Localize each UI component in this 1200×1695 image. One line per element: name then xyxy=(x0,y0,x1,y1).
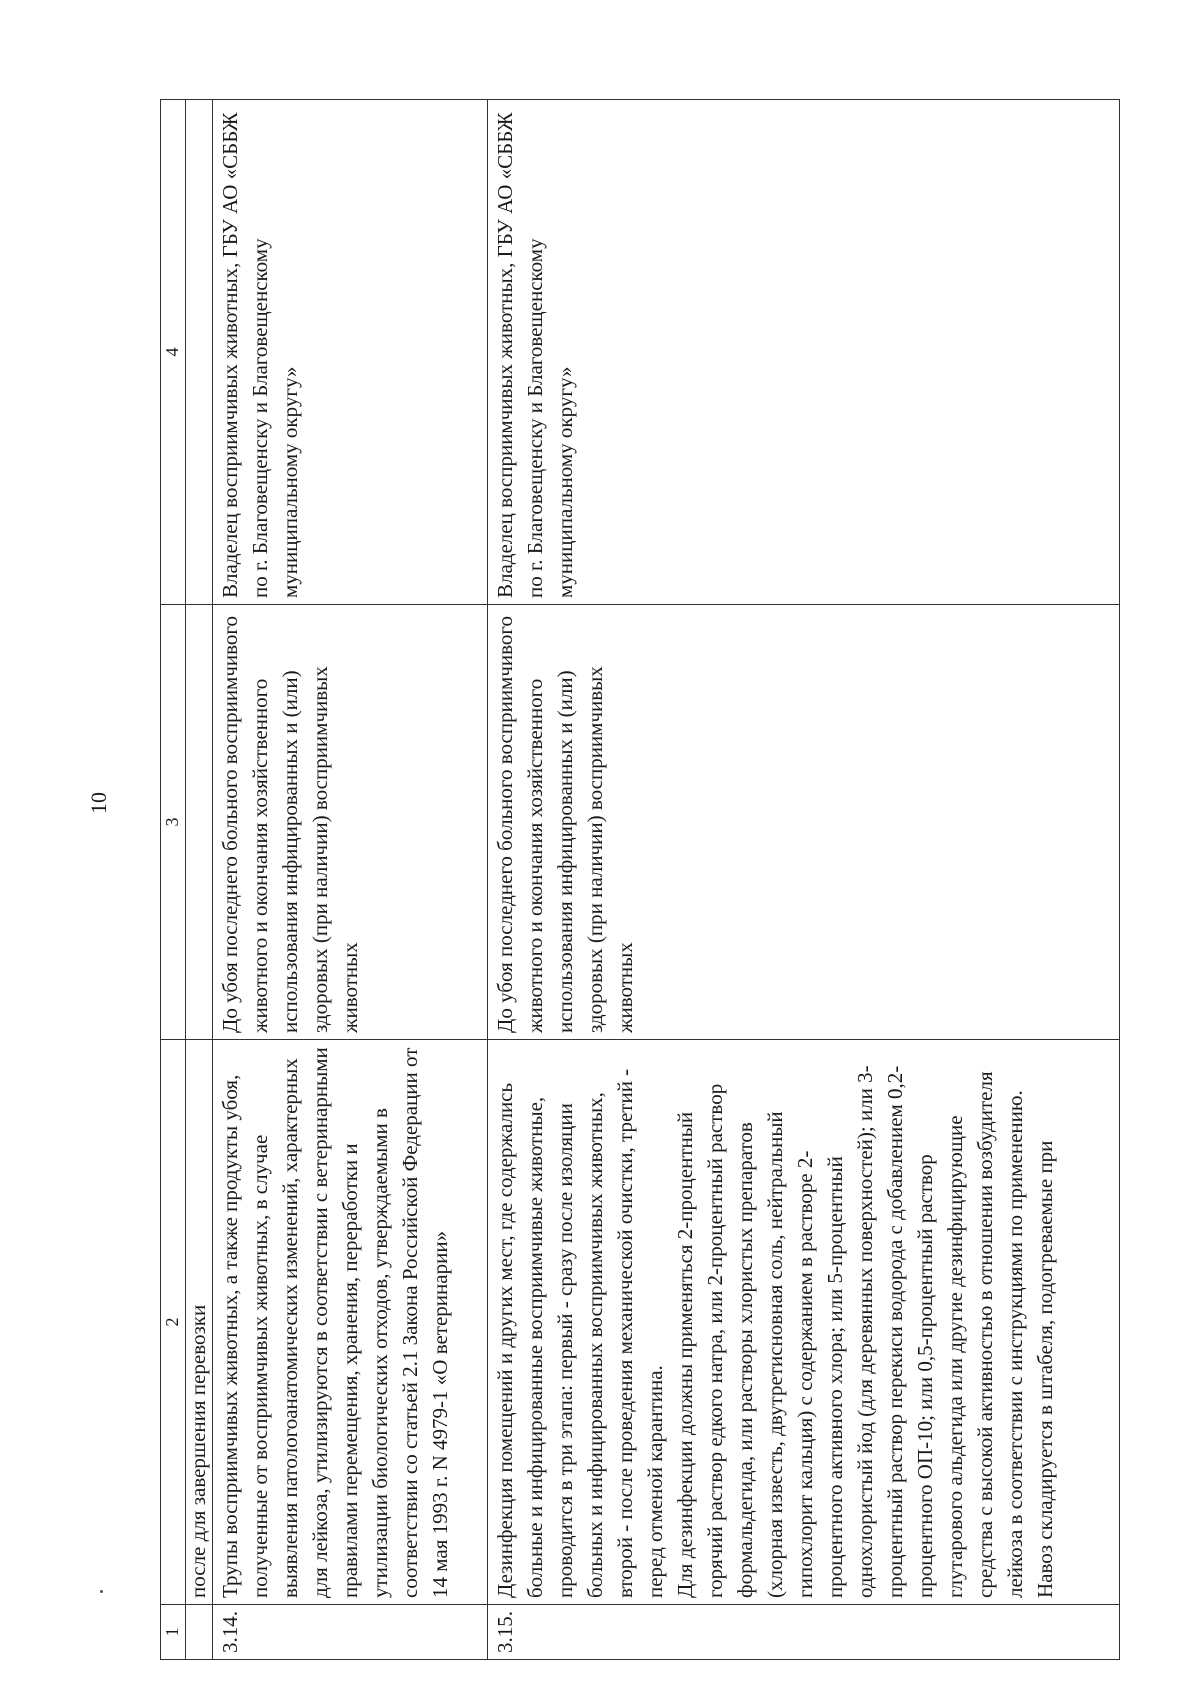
continuation-empty-cell xyxy=(186,100,213,605)
row-measure: Трупы восприимчивых животных, а также продукты убоя, полученные от восприимчивых животных, в случае выявления патологоанатомических изменений, характерных для лейкоза, утилизируются в соответствии с ветеринарными правилами перемещения, хранения, переработки и утилизации биологических отходов, утверждаемыми в соответствии со статьей 2.1 Закона Российской Федерации от 14 мая 1993 г. N 4979-1 «О ветеринарии» xyxy=(213,1040,488,1605)
row-measure: Дезинфекция помещений и других мест, где содержались больные и инфицированные восприимчивые животные, проводится в три этапа: первый - сразу после изоляции больных и инфицированных восприимчивых животных, второй - после проведения механической очистки, третий - перед отменой карантина. Для дезинфекции должны применяться 2-процентный горячий раствор едкого натра, или 2-процентный раствор формальдегида, или растворы хлористых препаратов (хлорная известь, двутретисновная соль, нейтральный гипохлорит кальция) с содержанием в растворе 2-процентного активного хлора; или 5-процентный однохлористый йод (для деревянных поверхностей); или 3-процентный раствор перекиси водорода с добавлением 0,2-процентного ОП-10; или 0,5-процентный раствор глутарового альдегида или другие дезинфицирующие средства с высокой активностью в отношении возбудителя лейкоза в соответствии с инструкциями по применению. Навоз складируется в штабеля, подогреваемые при xyxy=(488,1040,1120,1605)
rotated-page-content xyxy=(160,100,1120,1660)
row-number: 3.14. xyxy=(213,1605,488,1660)
continuation-number-cell xyxy=(186,1605,213,1660)
row-term: До убоя последнего больного восприимчивого животного и окончания хозяйственного использования инфицированных и (или) здоровых (при наличии) восприимчивых животных xyxy=(213,605,488,1040)
continuation-row xyxy=(186,100,213,1660)
continuation-empty-cell xyxy=(186,605,213,1040)
row-term: До убоя последнего больного восприимчивого животного и окончания хозяйственного использования инфицированных и (или) здоровых (при наличии) восприимчивых животных xyxy=(488,605,1120,1040)
measures-table xyxy=(160,99,1120,1660)
header-cell-4: 4 xyxy=(161,100,186,605)
page-number: 10 xyxy=(86,792,111,814)
header-cell-3: 3 xyxy=(161,605,186,1040)
scan-dot xyxy=(100,1590,103,1593)
header-cell-1: 1 xyxy=(161,1605,186,1660)
row-responsible: Владелец восприимчивых животных, ГБУ АО «СББЖ по г. Благовещенску и Благовещенскому муниципальному округу» xyxy=(488,100,1120,605)
continuation-text: после для завершения перевозки xyxy=(186,1040,213,1605)
row-number: 3.15. xyxy=(488,1605,1120,1660)
table-header-row xyxy=(161,100,186,1660)
header-cell-2: 2 xyxy=(161,1040,186,1605)
table-row xyxy=(213,100,488,1660)
row-responsible: Владелец восприимчивых животных, ГБУ АО «СББЖ по г. Благовещенску и Благовещенскому муниципальному округу» xyxy=(213,100,488,605)
table-row xyxy=(488,100,1120,1660)
